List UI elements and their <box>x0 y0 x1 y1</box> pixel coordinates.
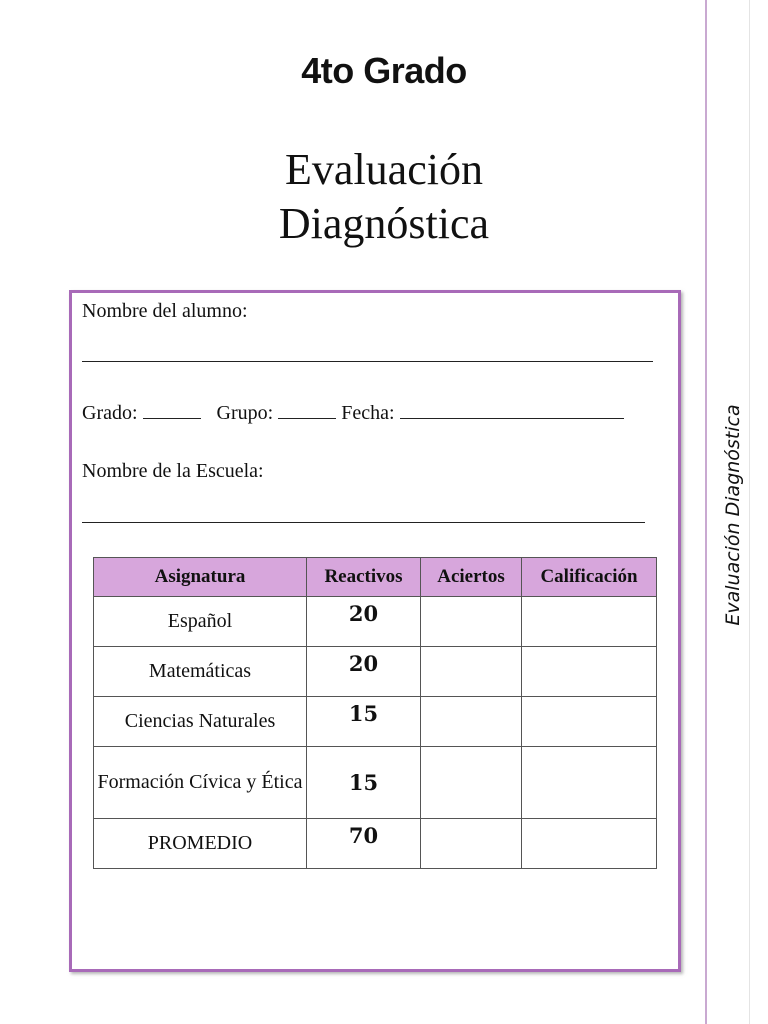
table-row <box>94 597 657 647</box>
scores-table <box>93 557 657 869</box>
items-cell: 70 <box>307 819 421 869</box>
table-row <box>94 819 657 869</box>
subject-cell: Ciencias Naturales <box>94 697 307 747</box>
group-blank[interactable] <box>278 402 336 419</box>
table-header-row <box>94 558 657 597</box>
grade-cell[interactable] <box>522 697 657 747</box>
grade-group-date-row <box>82 402 624 425</box>
correct-cell[interactable] <box>421 597 522 647</box>
grade-blank[interactable] <box>143 402 201 419</box>
correct-cell[interactable] <box>421 819 522 869</box>
grade-title: 4to Grado <box>301 50 467 91</box>
subject-cell: Formación Cívica y Ética <box>94 747 307 819</box>
header-items: Reactivos <box>307 558 421 597</box>
items-cell: 20 <box>307 647 421 697</box>
date-blank[interactable] <box>400 402 624 419</box>
correct-cell[interactable] <box>421 697 522 747</box>
grade-cell[interactable] <box>522 647 657 697</box>
subject-cell: Matemáticas <box>94 647 307 697</box>
grade-cell[interactable] <box>522 819 657 869</box>
table-row <box>94 647 657 697</box>
items-cell: 15 <box>307 747 421 819</box>
date-label: Fecha: <box>341 402 395 424</box>
header-grade: Calificación <box>522 558 657 597</box>
header-subject: Asignatura <box>94 558 307 597</box>
items-cell: 20 <box>307 597 421 647</box>
table-row <box>94 747 657 819</box>
student-name-line[interactable] <box>82 361 653 362</box>
group-label: Grupo: <box>216 402 274 424</box>
subject-cell: Español <box>94 597 307 647</box>
grade-cell[interactable] <box>522 597 657 647</box>
table-row <box>94 697 657 747</box>
grade-label: Grado: <box>82 402 138 424</box>
document-title-line-1: Evaluación <box>285 145 483 194</box>
side-label: Evaluación Diagnóstica <box>722 404 744 626</box>
student-name-label: Nombre del alumno: <box>82 300 248 322</box>
school-name-label: Nombre de la Escuela: <box>82 460 264 482</box>
correct-cell[interactable] <box>421 747 522 819</box>
items-cell: 15 <box>307 697 421 747</box>
document-title-line-2: Diagnóstica <box>278 199 490 248</box>
grade-cell[interactable] <box>522 747 657 819</box>
school-name-line[interactable] <box>82 522 645 523</box>
subject-cell: PROMEDIO <box>94 819 307 869</box>
correct-cell[interactable] <box>421 647 522 697</box>
header-correct: Aciertos <box>421 558 522 597</box>
